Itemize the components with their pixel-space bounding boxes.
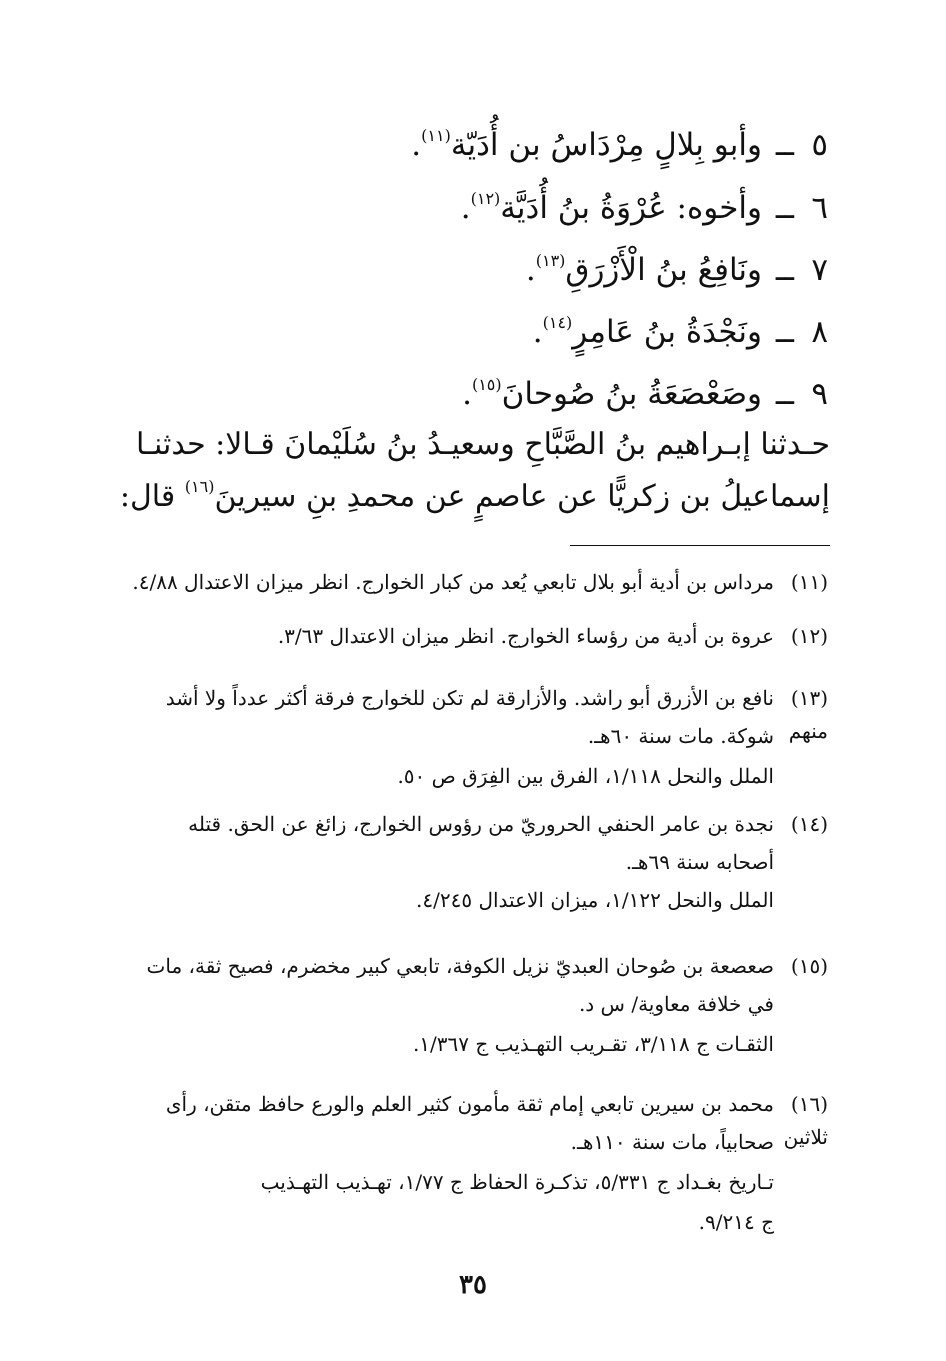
list-item-6 (461, 188, 828, 228)
list-dash: ــ (775, 314, 794, 350)
list-item-7 (526, 250, 828, 290)
footnote-ref: (١١) (421, 126, 451, 145)
list-dash: ــ (775, 252, 794, 288)
list-end: . (460, 190, 471, 226)
footnote-ref: (١٦) (184, 477, 215, 496)
footnote-number: (١٢) (790, 624, 828, 648)
footnote-16-cont: صحابياً، مات سنة ١١٠هـ. (570, 1130, 774, 1154)
list-dash: ــ (775, 190, 794, 226)
footnote-13-cont: شوكة. مات سنة ٦٠هـ. (587, 724, 774, 748)
list-number: ٥ (811, 127, 828, 163)
footnote-number: (١٦) (790, 1092, 828, 1116)
footnote-ref: (١٢) (470, 189, 501, 208)
list-number: ٦ (811, 190, 828, 226)
footnote-text: نافع بن الأزرق أبو راشد. والأزارقة لم تكن للخوارج فرقة أكثر عدداً ولا أشد منهم (165, 686, 828, 743)
footnote-text: محمد بن سيرين تابعي إمام ثقة مأمون كثير العلم والورع حافظ متقن، رأى ثلاثين (165, 1092, 828, 1149)
footnote-14 (128, 808, 828, 841)
footnote-16-source-cont: ج ٩/٢١٤. (698, 1210, 774, 1234)
footnote-separator (570, 545, 830, 546)
footnote-text: عروة بن أدية من رؤساء الخوارج. انظر ميزان الاعتدال ٣/٦٣. (277, 624, 774, 648)
list-number: ٩ (811, 376, 828, 412)
hadith-text-end: قال: (119, 479, 185, 514)
footnote-15 (128, 950, 828, 983)
list-dash: ــ (775, 376, 794, 412)
list-dash: ــ (775, 127, 794, 163)
footnote-text: نجدة بن عامر الحنفي الحروريّ من رؤوس الخوارج، زائغ عن الحق. قتله (188, 812, 774, 836)
list-end: . (525, 252, 536, 288)
footnote-number: (١١) (790, 570, 828, 594)
list-text: وصَعْصَعَةُ بنُ صُوحانَ (501, 376, 762, 412)
list-text: وأبو بِلالٍ مِرْدَاسُ بن أُدَيّة (450, 127, 762, 163)
footnote-16-source: تـاريخ بغـداد ج ٥/٣٣١، تذكـرة الحفاظ ج ١/٧٧، تهـذيب التهـذيب (260, 1170, 774, 1194)
footnote-number: (١٤) (790, 812, 828, 836)
hadith-text: إسماعيلُ بن زكريًّا عن عاصمٍ عن محمدِ بنِ سيرينَ (214, 479, 830, 514)
footnote-11 (128, 566, 828, 599)
list-number: ٨ (811, 314, 828, 350)
footnote-ref: (١٣) (535, 251, 566, 270)
footnote-15-source: الثقـات ج ٣/١١٨، تقـريب التهـذيب ج ١/٣٦٧. (412, 1032, 774, 1056)
footnote-text: مرداس بن أدية أبو بلال تابعي يُعد من كبار الخوارج. انظر ميزان الاعتدال ٤/٨٨. (132, 570, 774, 594)
footnote-ref: (١٥) (471, 375, 502, 394)
list-end: . (411, 127, 422, 163)
footnote-13-source: الملل والنحل ١/١١٨، الفرق بين الفِرَق ص ٥٠. (397, 764, 774, 788)
hadith-line-2 (120, 477, 830, 517)
list-item-8 (533, 312, 828, 352)
footnote-12 (128, 620, 828, 653)
hadith-line-1: حـدثنا إبـراهيم بنُ الصَّبَّاحِ وسعيـدُ بنُ سُلَيْمانَ قـالا: حدثنـا (136, 427, 830, 462)
footnote-14-cont: أصحابه سنة ٦٩هـ. (625, 850, 774, 874)
list-item-9 (462, 374, 828, 414)
footnote-number: (١٥) (790, 954, 828, 978)
list-text: ونَافِعُ بنُ الْأَزْرَقِ (565, 252, 762, 288)
list-text: وأخوه: عُرْوَةُ بنُ أُدَيَّة (500, 190, 762, 226)
footnote-text: صعصعة بن صُوحان العبديّ نزيل الكوفة، تابعي كبير مخضرم، فصيح ثقة، مات (146, 954, 774, 978)
list-end: . (462, 376, 472, 412)
list-item-5 (411, 125, 828, 165)
list-text: ونَجْدَةُ بنُ عَامِرٍ (572, 314, 762, 350)
footnote-15-cont: في خلافة معاوية/ س د. (578, 992, 774, 1016)
footnote-number: (١٣) (790, 686, 828, 710)
list-number: ٧ (811, 252, 828, 288)
page-number: ٣٥ (459, 1270, 487, 1300)
footnote-14-source: الملل والنحل ١/١٢٢، ميزان الاعتدال ٤/٢٤٥. (416, 888, 774, 912)
footnote-ref: (١٤) (542, 313, 573, 332)
list-end: . (532, 314, 543, 350)
